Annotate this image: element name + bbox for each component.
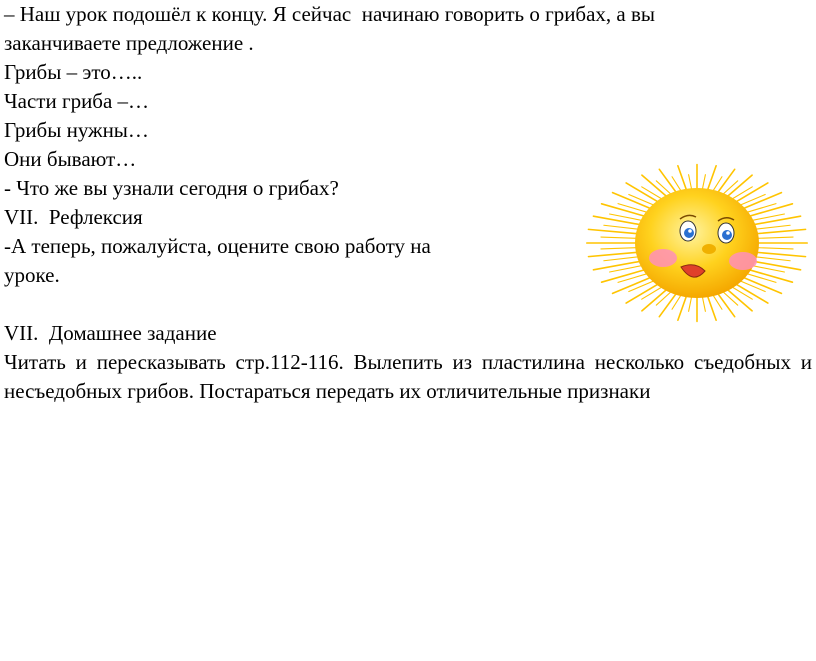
sun-ray (593, 261, 643, 270)
sun-ray (754, 237, 793, 238)
right-cheek (729, 252, 757, 270)
sun-ray (601, 248, 640, 249)
sun-ray (593, 216, 643, 225)
smiling-sun-icon (585, 163, 810, 323)
sun-ray (618, 273, 650, 283)
section-heading-reflection: VII. Рефлексия (4, 205, 143, 229)
sun-face (635, 188, 759, 298)
prompt-mushroom-parts: Части гриба –… (4, 89, 150, 113)
sun-ray (604, 225, 642, 229)
sun-ray (754, 248, 793, 249)
nose (702, 244, 716, 254)
sun-ray (753, 252, 805, 257)
sun-ray (751, 216, 801, 225)
homework-text: Читать и пересказывать стр.112-116. Вылепить из пластилина несколько съедобных и несъедобных грибов. Постараться передать их отличительные признаки (4, 350, 812, 403)
sun-ray (752, 225, 790, 229)
sun-ray (588, 229, 640, 234)
reflection-instruction-continued: уроке. (4, 263, 60, 287)
reflection-instruction: -А теперь, пожалуйста, оцените свою работу на (4, 234, 431, 258)
sun-ray (753, 229, 805, 234)
sun-ray (751, 261, 801, 270)
sun-ray (588, 252, 640, 257)
left-cheek (649, 249, 677, 267)
prompt-mushrooms-are: Грибы – это….. (4, 60, 143, 84)
section-heading-homework: VII. Домашнее задание (4, 321, 217, 345)
prompt-mushrooms-needed: Грибы нужны… (4, 118, 149, 142)
sun-ray (744, 204, 776, 214)
sun-ray (601, 237, 640, 238)
prompt-they-are: Они бывают… (4, 147, 137, 171)
intro-line: – Наш урок подошёл к концу. Я сейчас начинаю говорить о грибах, а вы (4, 2, 656, 26)
sun-ray (752, 256, 790, 260)
question-learned-today: - Что же вы узнали сегодня о грибах? (4, 176, 339, 200)
sun-ray (618, 204, 650, 214)
sun-ray (744, 273, 776, 283)
sun-ray (604, 256, 642, 260)
intro-line-continued: заканчиваете предложение . (4, 31, 254, 55)
